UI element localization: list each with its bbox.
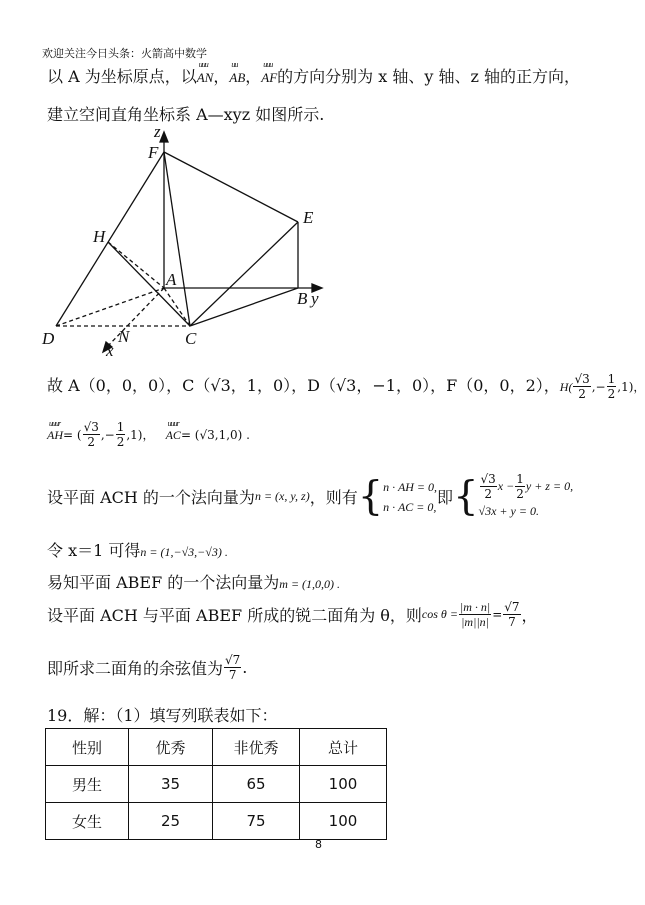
- answer-line: 即所求二面角的余弦值为 $\frac{√7}{7}$ .: [47, 653, 248, 682]
- system-1: n · AH = 0, n · AC = 0,: [383, 479, 438, 514]
- table-cell: 女生: [46, 803, 129, 840]
- left-brace-1: {: [357, 473, 384, 520]
- intro-line-2: 建立空间直角坐标系 A—xyz 如图所示.: [47, 105, 325, 124]
- table-row: [46, 803, 387, 840]
- answer-fraction: $\frac{√7}{7}$: [225, 653, 241, 682]
- table-header-cell: 总计: [300, 729, 387, 766]
- label-D: D: [42, 329, 55, 348]
- abef-normal-line: 易知平面 ABEF 的一个法向量为m = (1,0,0) .: [47, 573, 341, 592]
- table-cell: 65: [213, 766, 300, 803]
- H-frac-1: $\frac{√3}{2}$: [574, 372, 590, 401]
- vector-AN: uuu AN: [196, 60, 214, 85]
- edge-EC: [190, 222, 298, 326]
- left-brace-2: {: [453, 473, 479, 520]
- AH-frac-2: $\frac{1}{2}$: [116, 420, 125, 449]
- x-axis: [106, 288, 164, 348]
- table-header-row: [46, 729, 387, 766]
- normal-vector-line: 设平面 ACH 的一个法向量为n = (x, y, z)，则有{ n · AH = 0, n · AC = 0, 即{ $\frac{√3}{2}$ x − $\frac{1}{2}$ y + z = 0, √3x + y = 0.: [47, 472, 574, 520]
- let-line: 令 x＝1 可得n = (1,−√3,−√3) .: [47, 541, 228, 560]
- system-2: $\frac{√3}{2}$ x − $\frac{1}{2}$ y + z = 0, √3x + y = 0.: [478, 472, 574, 518]
- table-cell: 男生: [46, 766, 129, 803]
- geometry-figure: [40, 120, 340, 360]
- edge-HA: [108, 242, 164, 288]
- z-arrow: [160, 132, 168, 142]
- table-header-cell: 优秀: [129, 729, 213, 766]
- label-z: z: [154, 122, 161, 141]
- label-E: E: [303, 208, 314, 227]
- H-frac-2: $\frac{1}{2}$: [607, 372, 616, 401]
- page-header: 欢迎关注今日头条：火箭高中数学: [42, 47, 207, 60]
- page-number: 8: [315, 838, 322, 851]
- contingency-table: [45, 728, 387, 840]
- label-F: F: [148, 143, 159, 162]
- cos-result: $\frac{√7}{7}$: [504, 600, 520, 629]
- AH-frac-1: $\frac{√3}{2}$: [83, 420, 99, 449]
- vector-AF: uuu AF: [261, 60, 278, 85]
- label-A: A: [166, 270, 177, 289]
- table-header-cell: 性别: [46, 729, 129, 766]
- label-B: B: [297, 289, 308, 308]
- table-cell: 35: [129, 766, 213, 803]
- table-cell: 75: [213, 803, 300, 840]
- table-cell: 25: [129, 803, 213, 840]
- edge-HC: [108, 242, 190, 326]
- vectors-line: uuur AH= ( $\frac{√3}{2}$ ,− $\frac{1}{2}$ ,1)， uuur AC= (√3,1,0) .: [47, 419, 250, 449]
- intro-text-a: 以 A 为坐标原点，以: [47, 67, 197, 86]
- edge-DA: [56, 288, 164, 326]
- edge-FC: [164, 152, 190, 326]
- table-cell: 100: [300, 766, 387, 803]
- table-cell: 100: [300, 803, 387, 840]
- intro-line-1: 以 A 为坐标原点，以 uuu AN， uu AB， uuu AF的方向分别为 x 轴、y 轴、z 轴的正方向，: [47, 60, 581, 86]
- label-x: x: [106, 341, 114, 360]
- edge-FE: [164, 152, 298, 222]
- cos-fraction: $\frac{|m \cdot n|}{|m||n|}$: [459, 600, 491, 629]
- edge-CB: [190, 288, 298, 326]
- table-header-cell: 非优秀: [213, 729, 300, 766]
- label-H: H: [93, 227, 106, 246]
- label-y: y: [311, 289, 319, 308]
- vector-AH: uuur AH: [47, 419, 63, 442]
- angle-line: 设平面 ACH 与平面 ABEF 所成的锐二面角为 θ，则cos θ = $\frac{|m \cdot n|}{|m||n|}$ = $\frac{√7}{7}$ ，: [47, 600, 538, 629]
- label-N: N: [118, 327, 130, 346]
- label-C: C: [185, 329, 197, 348]
- edge-AC: [164, 288, 190, 326]
- vector-AB: uu AB: [229, 60, 246, 85]
- question-19-heading: 19．解：（1）填写列联表如下：: [47, 706, 278, 725]
- table-row: [46, 766, 387, 803]
- edge-FD: [56, 152, 164, 326]
- coordinates-line: 故 A（0，0，0），C（√3，1，0），D（√3，−1，0），F（0，0，2），H( $\frac{√3}{2}$ ,− $\frac{1}{2}$ ,1)，: [47, 372, 645, 401]
- vector-AC: uuur AC: [165, 419, 181, 442]
